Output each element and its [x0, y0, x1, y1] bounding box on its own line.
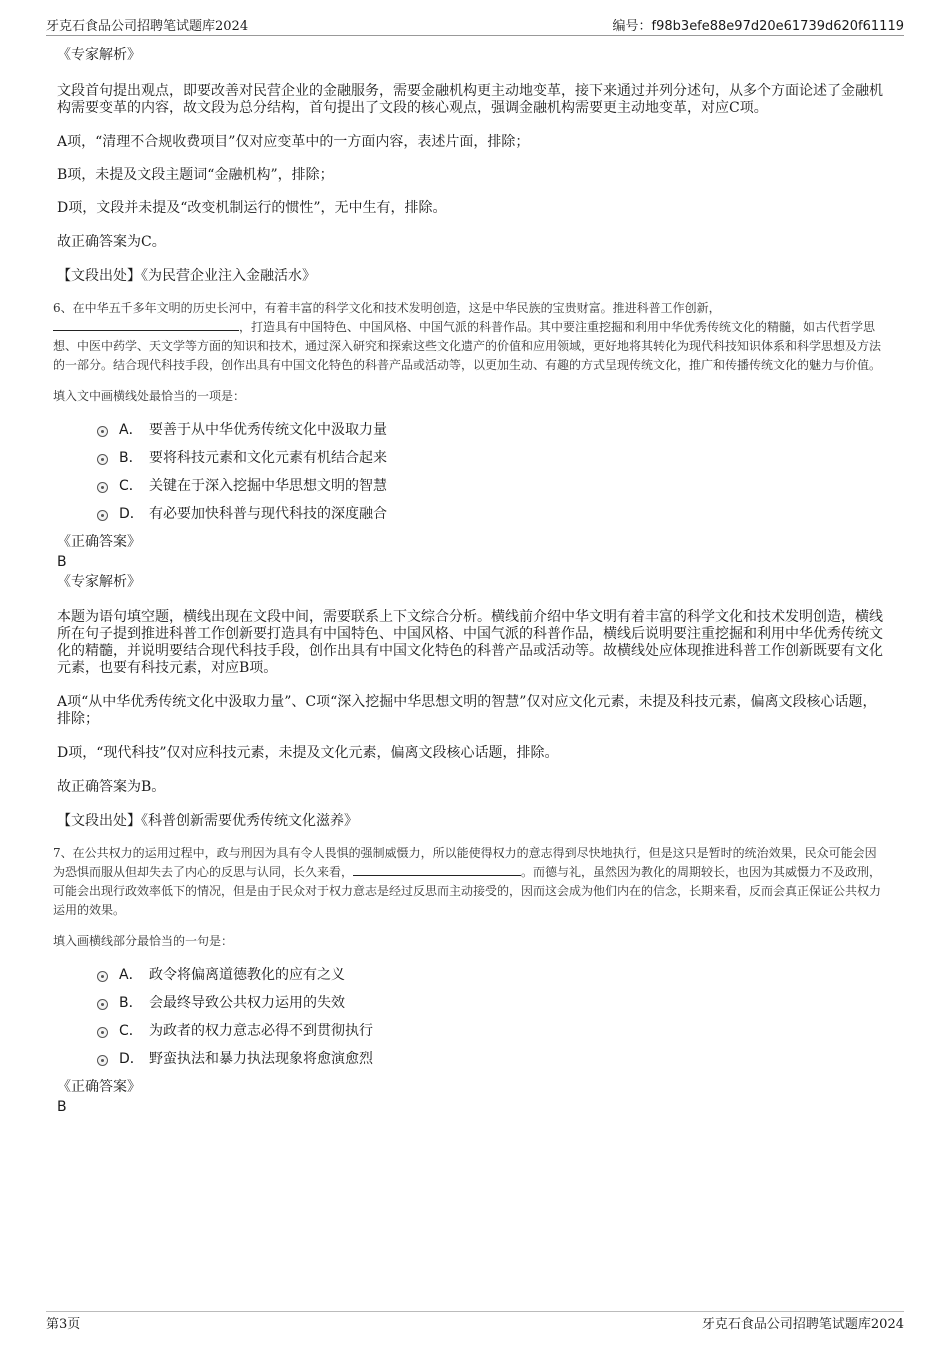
q7-answer: B — [57, 1099, 67, 1115]
option-letter: B． — [119, 995, 143, 1011]
radio-icon[interactable] — [97, 1027, 108, 1038]
q6-option-d[interactable] — [57, 504, 887, 532]
option-text: 为政者的权力意志必得不到贯彻执行 — [149, 1023, 373, 1039]
q7-stem-part2: 。而德与礼，虽然因为教化的周期较长，也因为其威慑力不及政刑，可能会出现行政效率低下的情况，但是由于民众对于权力意志是经过反思而主动接受的，因而这会成为他们内在的信念，长期来看，反而会真正保证公共权力运用的效果。 — [53, 865, 882, 917]
q7-answer-title: 《正确答案》 — [57, 1079, 141, 1095]
radio-icon[interactable] — [97, 999, 108, 1010]
q6-source: 【文段出处】《科普创新需要优秀传统文化滋养》 — [57, 813, 358, 829]
option-text: 要将科技元素和文化元素有机结合起来 — [149, 450, 387, 466]
q6-stem-part1: 6、在中华五千多年文明的历史长河中，有着丰富的科学文化和技术发明创造，这是中华民族的宝贵财富。推进科普工作创新， — [53, 301, 721, 315]
option-text: 政令将偏离道德教化的应有之义 — [149, 967, 345, 983]
option-letter: D． — [119, 1051, 144, 1067]
option-letter: C． — [119, 1023, 143, 1039]
q7-prompt: 填入画横线部分最恰当的一句是： — [53, 934, 234, 948]
radio-icon[interactable] — [97, 426, 108, 437]
q6-prompt: 填入文中画横线处最恰当的一项是： — [53, 389, 246, 403]
page-footer — [46, 1313, 904, 1332]
q6-option-a[interactable] — [57, 420, 887, 448]
q6-analysis-text: 本题为语句填空题，横线出现在文段中间，需要联系上下文综合分析。横线前介绍中华文明有着丰富的科学文化和技术发明创造，横线所在句子提到推进科普工作创新要打造具有中国特色、中国风格、中国气派的科普作品，横线后说明要注重挖掘和利用中华优秀传统文化的精髓，并说明要结合现代科技手段，创作出具有中国文化特色的科普产品或活动等。故横线处应体现推进科普工作创新既要有文化元素，也要有科技元素，对应B项。 — [57, 609, 883, 676]
q6-answer: B — [57, 554, 67, 570]
q5-source: 【文段出处】《为民营企业注入金融活水》 — [57, 268, 316, 284]
q6-answer-title: 《正确答案》 — [57, 534, 141, 550]
header-rule — [46, 35, 904, 36]
q7-options — [57, 965, 887, 1077]
radio-icon[interactable] — [97, 482, 108, 493]
option-letter: A． — [119, 422, 143, 438]
footer-title: 牙克石食品公司招聘笔试题库2024 — [701, 1317, 904, 1332]
radio-icon[interactable] — [97, 971, 108, 982]
q6-blank-line — [53, 318, 239, 331]
q5-option-d-note: D项，文段并未提及“改变机制运行的惯性”，无中生有，排除。 — [57, 200, 447, 216]
q5-analysis-text: 文段首句提出观点，即要改善对民营企业的金融服务，需要金融机构更主动地变革，接下来通过并列分述句，从多个方面论述了金融机构需要变革的内容，故文段为总分结构，首句提出了文段的核心观点，强调金融机构需要更主动地变革，对应C项。 — [57, 83, 883, 116]
header-serial: 编号：f98b3efe88e97d20e61739d620f61119 — [612, 19, 904, 34]
q7-option-a[interactable] — [57, 965, 887, 993]
option-letter: C． — [119, 478, 143, 494]
q6-option-c[interactable] — [57, 476, 887, 504]
header-title: 牙克石食品公司招聘笔试题库2024 — [46, 19, 249, 34]
radio-icon[interactable] — [97, 1055, 108, 1066]
option-text: 会最终导致公共权力运用的失效 — [149, 995, 345, 1011]
q6-conclusion: 故正确答案为B。 — [57, 779, 166, 795]
option-text: 要善于从中华优秀传统文化中汲取力量 — [149, 422, 387, 438]
q6-analysis-title: 《专家解析》 — [57, 574, 141, 590]
page-header — [46, 14, 904, 34]
radio-icon[interactable] — [97, 454, 108, 465]
q6-option-d-note: D项，“现代科技”仅对应科技元素，未提及文化元素，偏离文段核心话题，排除。 — [57, 745, 559, 761]
radio-icon[interactable] — [97, 510, 108, 521]
q7-stem — [53, 844, 887, 920]
footer-rule — [46, 1311, 904, 1312]
option-letter: D． — [119, 506, 144, 522]
q6-option-b[interactable] — [57, 448, 887, 476]
q5-option-a-note: A项，“清理不合规收费项目”仅对应变革中的一方面内容，表述片面，排除； — [57, 134, 530, 150]
q7-blank-line — [353, 863, 521, 876]
option-text: 野蛮执法和暴力执法现象将愈演愈烈 — [149, 1051, 373, 1067]
q5-conclusion: 故正确答案为C。 — [57, 234, 166, 250]
q7-option-d[interactable] — [57, 1049, 887, 1077]
option-letter: A． — [119, 967, 143, 983]
q6-stem — [53, 299, 887, 375]
q6-option-ac-note: A项“从中华优秀传统文化中汲取力量”、C项“深入挖掘中华思想文明的智慧”仅对应文化元素，未提及科技元素，偏离文段核心话题，排除； — [57, 694, 877, 727]
q7-option-c[interactable] — [57, 1021, 887, 1049]
q5-option-b-note: B项，未提及文段主题词“金融机构”，排除； — [57, 167, 334, 183]
option-letter: B． — [119, 450, 143, 466]
option-text: 关键在于深入挖掘中华思想文明的智慧 — [149, 478, 387, 494]
footer-page-number: 第3页 — [46, 1317, 81, 1332]
q5-analysis-title: 《专家解析》 — [57, 47, 141, 63]
option-text: 有必要加快科普与现代科技的深度融合 — [149, 506, 387, 522]
page-content — [53, 40, 887, 1116]
q6-stem-part2: ，打造具有中国特色、中国风格、中国气派的科普作品。其中要注重挖掘和利用中华优秀传统文化的精髓，如古代哲学思想、中医中药学、天文学等方面的知识和技术，通过深入研究和探索这些文化遗产的价值和应用领域，更好地将其转化为现代科技知识体系和科学思想及方法的一部分。结合现代科技手段，创作出具有中国文化特色的科普产品或活动等，以更加生动、有趣的方式呈现传统文化，推广和传播传统文化的魅力与价值。 — [53, 320, 882, 372]
q7-stem-part1: 7、在公共权力的运用过程中，政与刑因为具有令人畏惧的强制威慑力，所以能使得权力的意志得到尽快地执行，但是这只是暂时的统治效果，民众可能会因为恐惧而服从但却失去了内心的反思与认同，长久来看， — [53, 846, 877, 879]
q6-options — [57, 420, 887, 532]
q7-option-b[interactable] — [57, 993, 887, 1021]
